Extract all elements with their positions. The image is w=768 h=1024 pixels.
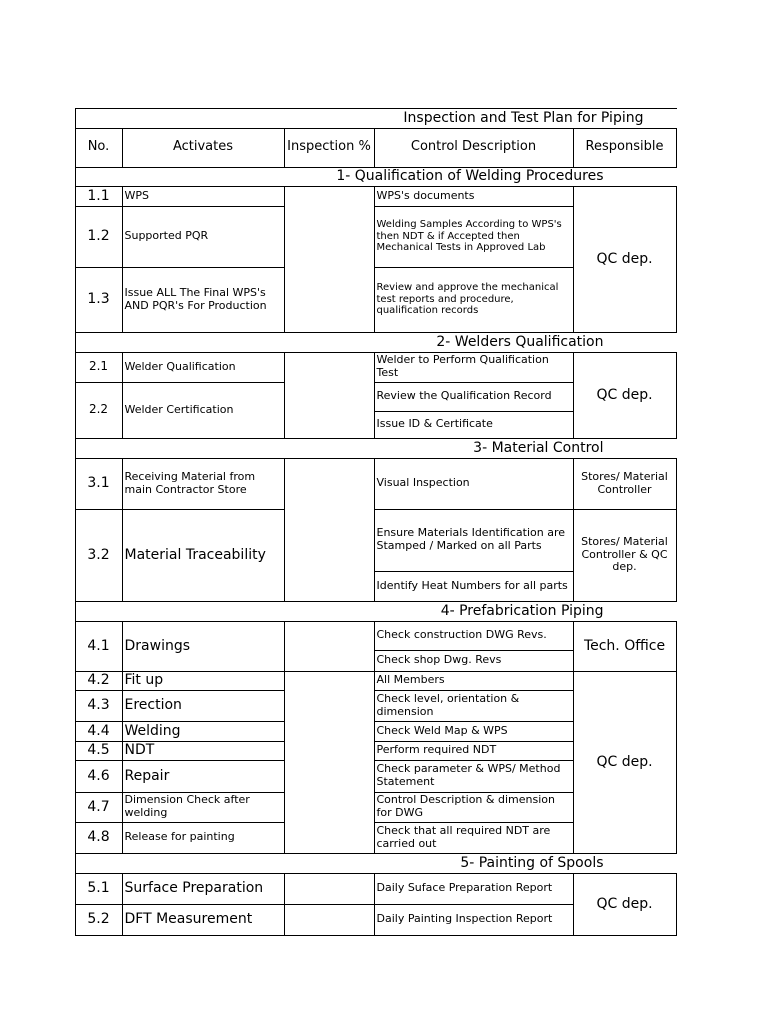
row-number-text: 4.7	[87, 798, 110, 815]
activity-cell	[122, 721, 285, 742]
control-description-cell	[374, 904, 574, 936]
control-description-cell-text: Check shop Dwg. Revs	[376, 653, 502, 667]
control-description-cell	[374, 458, 574, 510]
header-control-description-text: Control Description	[410, 139, 537, 155]
control-description-cell-text: Visual Inspection	[376, 476, 470, 490]
responsible-cell	[573, 621, 677, 672]
row-number-text: 2.1	[88, 359, 109, 374]
inspection-test-plan-table	[75, 108, 676, 935]
activity-cell-text: NDT	[124, 742, 155, 759]
row-number-text: 4.6	[87, 767, 110, 784]
control-description-cell	[374, 721, 574, 742]
section-heading-text: 5- Painting of Spools	[460, 854, 604, 871]
row-number	[75, 760, 123, 793]
row-number-text: 1.2	[87, 228, 110, 245]
inspection-percent-cell	[284, 458, 375, 602]
row-number-text: 5.1	[87, 880, 110, 897]
activity-cell-text: Welding	[124, 722, 181, 739]
control-description-cell	[374, 690, 574, 722]
control-description-cell-text: Check level, orientation & dimension	[376, 691, 520, 718]
responsible-cell-text: QC dep.	[596, 250, 653, 267]
header-activates	[122, 128, 285, 168]
control-description-cell	[374, 267, 574, 333]
control-description-cell	[374, 621, 574, 651]
activity-cell	[122, 873, 285, 905]
inspection-percent-cell	[284, 621, 375, 672]
responsible-cell-text: QC dep.	[596, 386, 653, 403]
row-number	[75, 206, 123, 268]
control-description-cell-text: All Members	[376, 673, 445, 687]
activity-cell	[122, 509, 285, 602]
activity-cell	[122, 621, 285, 672]
table-title	[75, 108, 677, 129]
responsible-cell	[573, 873, 677, 936]
control-description-cell-text: Check Weld Map & WPS	[376, 723, 508, 737]
control-description-cell	[374, 571, 574, 602]
header-responsible	[573, 128, 677, 168]
section-heading-text: 1- Qualification of Welding Procedures	[336, 168, 604, 185]
activity-cell-text: Welder Certification	[124, 402, 234, 416]
row-number-text: 4.1	[87, 637, 110, 654]
control-description-cell-text: Daily Suface Preparation Report	[376, 881, 553, 895]
row-number-text: 5.2	[87, 911, 110, 928]
row-number-text: 2.2	[88, 402, 109, 417]
header-activates-text: Activates	[172, 139, 234, 155]
responsible-cell-text: Tech. Office	[583, 637, 666, 654]
control-description-cell	[374, 671, 574, 691]
activity-cell-text: Erection	[124, 697, 182, 714]
row-number	[75, 509, 123, 602]
control-description-cell-text: Review and approve the mechanical test reports and procedure, qualification records	[376, 282, 559, 317]
activity-cell-text: Fit up	[124, 672, 164, 689]
row-number-text: 3.2	[87, 546, 110, 563]
control-description-cell	[374, 760, 574, 793]
control-description-cell-text: Check construction DWG Revs.	[376, 628, 547, 642]
activity-cell-text: Dimension Check after welding	[124, 793, 250, 819]
responsible-cell-text: QC dep.	[596, 753, 653, 770]
section-heading-text: 4- Prefabrication Piping	[440, 602, 604, 619]
row-number	[75, 671, 123, 691]
section-heading	[75, 438, 677, 459]
row-number	[75, 822, 123, 854]
control-description-cell-text: Daily Painting Inspection Report	[376, 912, 553, 926]
control-description-cell-text: WPS's documents	[376, 188, 475, 202]
row-number	[75, 792, 123, 823]
activity-cell	[122, 760, 285, 793]
control-description-cell-text: Issue ID & Certificate	[376, 417, 493, 431]
section-heading	[75, 853, 677, 874]
responsible-cell	[573, 458, 677, 510]
row-number	[75, 458, 123, 510]
section-heading	[75, 601, 677, 622]
row-number-text: 4.3	[87, 697, 110, 714]
responsible-cell	[573, 352, 677, 439]
control-description-cell	[374, 873, 574, 905]
activity-cell-text: WPS	[124, 188, 149, 202]
control-description-cell-text: Welding Samples According to WPS's then NDT & if Accepted then Mechanical Tests in Approved Lab	[376, 219, 562, 254]
inspection-percent-cell	[284, 186, 375, 333]
row-number	[75, 382, 123, 439]
row-number-text: 4.8	[87, 829, 110, 846]
activity-cell	[122, 458, 285, 510]
activity-cell	[122, 671, 285, 691]
inspection-percent-cell	[284, 904, 375, 936]
control-description-cell-text: Identify Heat Numbers for all parts	[376, 578, 568, 592]
activity-cell	[122, 267, 285, 333]
section-heading	[75, 332, 677, 353]
responsible-cell-text: Stores/ Material Controller	[581, 469, 668, 496]
activity-cell-text: Issue ALL The Final WPS's AND PQR's For Production	[124, 285, 267, 312]
activity-cell	[122, 690, 285, 722]
control-description-cell	[374, 411, 574, 439]
control-description-cell	[374, 206, 574, 268]
header-no	[75, 128, 123, 168]
control-description-cell-text: Welder to Perform Qualification Test	[376, 353, 549, 379]
row-number	[75, 690, 123, 722]
header-inspection	[284, 128, 375, 168]
activity-cell	[122, 822, 285, 854]
activity-cell-text: Release for painting	[124, 830, 235, 844]
responsible-cell	[573, 509, 677, 602]
activity-cell-text: Drawings	[124, 637, 191, 654]
activity-cell	[122, 741, 285, 761]
row-number	[75, 621, 123, 672]
activity-cell	[122, 904, 285, 936]
control-description-cell-text: Perform required NDT	[376, 743, 497, 757]
inspection-percent-cell	[284, 873, 375, 905]
control-description-cell	[374, 822, 574, 854]
row-number	[75, 741, 123, 761]
activity-cell	[122, 792, 285, 823]
activity-cell-text: Surface Preparation	[124, 880, 264, 897]
control-description-cell	[374, 792, 574, 823]
responsible-cell-text: Stores/ Material Controller & QC dep.	[581, 535, 668, 574]
row-number-text: 1.3	[87, 291, 110, 308]
row-number-text: 4.5	[87, 742, 110, 759]
activity-cell	[122, 206, 285, 268]
header-no-text: No.	[87, 139, 110, 155]
activity-cell	[122, 382, 285, 439]
activity-cell-text: Material Traceability	[124, 546, 266, 563]
section-heading-text: 2- Welders Qualification	[436, 333, 604, 350]
row-number-text: 4.4	[87, 722, 110, 739]
section-heading-text: 3- Material Control	[473, 439, 604, 456]
row-number	[75, 904, 123, 936]
header-inspection-text: Inspection %	[287, 139, 371, 155]
table-title-text: Inspection and Test Plan for Piping	[403, 109, 644, 126]
control-description-cell-text: Check parameter & WPS/ Method Statement	[376, 762, 561, 788]
control-description-cell	[374, 741, 574, 761]
control-description-cell	[374, 186, 574, 207]
row-number	[75, 267, 123, 333]
row-number	[75, 186, 123, 207]
responsible-cell	[573, 671, 677, 854]
inspection-percent-cell	[284, 352, 375, 439]
header-control-description	[374, 128, 574, 168]
header-responsible-text: Responsible	[585, 139, 664, 155]
activity-cell	[122, 186, 285, 207]
activity-cell-text: Repair	[124, 767, 170, 784]
activity-cell-text: Welder Qualification	[124, 359, 236, 373]
row-number	[75, 721, 123, 742]
control-description-cell-text: Review the Qualification Record	[376, 389, 552, 403]
activity-cell-text: Receiving Material from main Contractor Store	[124, 469, 256, 496]
responsible-cell	[573, 186, 677, 333]
row-number-text: 1.1	[87, 187, 110, 204]
section-heading	[75, 167, 677, 187]
control-description-cell	[374, 352, 574, 383]
control-description-cell-text: Ensure Materials Identification are Stamped / Marked on all Parts	[376, 526, 565, 552]
row-number-text: 4.2	[87, 672, 110, 689]
row-number-text: 3.1	[87, 475, 110, 492]
inspection-percent-cell	[284, 671, 375, 854]
responsible-cell-text: QC dep.	[596, 895, 653, 912]
control-description-cell-text: Check that all required NDT are carried out	[376, 823, 551, 850]
control-description-cell	[374, 509, 574, 572]
row-number	[75, 352, 123, 383]
activity-cell	[122, 352, 285, 383]
row-number	[75, 873, 123, 905]
control-description-cell	[374, 650, 574, 672]
activity-cell-text: DFT Measurement	[124, 911, 253, 928]
activity-cell-text: Supported PQR	[124, 229, 209, 243]
control-description-cell-text: Control Description & dimension for DWG	[376, 793, 555, 819]
control-description-cell	[374, 382, 574, 412]
